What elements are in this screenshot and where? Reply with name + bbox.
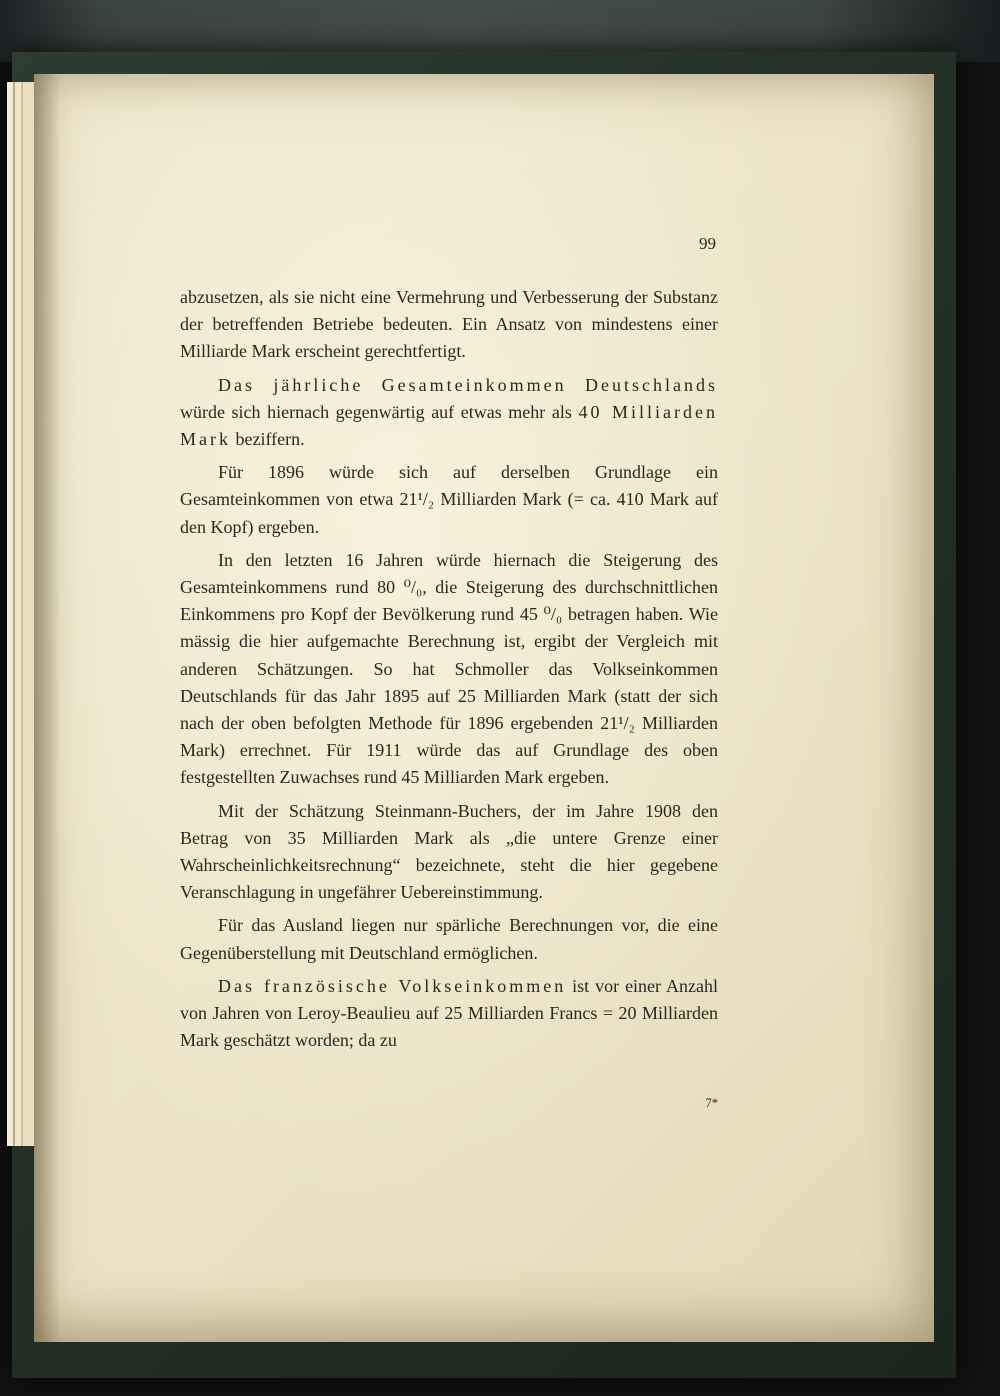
page-text-block	[180, 234, 718, 1060]
paragraph	[180, 372, 718, 454]
book-page	[34, 74, 934, 1342]
paragraph	[180, 459, 718, 541]
page-edge-stack	[4, 82, 34, 1146]
text-segment: In den letzten 16 Jahren würde hiernach die Steigerung des Gesamteinkommens rund 80 ⁰/₀, die Steigerung des durchschnittlichen Einkommens pro Kopf der Bevölkerung rund 45 ⁰/₀ betragen haben. Wie mässig die hier aufgemachte Berechnung ist, ergibt der Vergleich mit anderen Schätzungen. So hat Schmoller das Volkseinkommen Deutschlands für das Jahr 1895 auf 25 Milliarden Mark (statt der sich nach der oben befolgten Methode für 1896 ergebenden 21¹/₂ Milliarden Mark) errechnet. Für 1911 würde das auf Grundlage des oben festgestellten Zuwachses rund 45 Milliarden Mark ergeben.	[180, 549, 718, 788]
text-segment: Mit der Schätzung Steinmann-Buchers, der im Jahre 1908 den Betrag von 35 Milliarden Mark als „die untere Grenze einer Wahrscheinlichkeitsrechnung“ bezeichnete, steht die hier gegebene Veranschlagung in ungefährer Uebereinstimmung.	[180, 800, 718, 903]
signature-mark: 7*	[705, 1096, 718, 1110]
text-segment: Für 1896 würde sich auf derselben Grundlage ein Gesamteinkommen von etwa 21¹/₂ Milliarden Mark (= ca. 410 Mark auf den Kopf) ergeben.	[180, 462, 718, 537]
emphasized-text: Das jährliche Gesamteinkommen Deutschlands	[218, 374, 718, 395]
paragraph	[180, 912, 718, 966]
emphasized-text: 40 Milliarden Mark	[180, 401, 718, 450]
paragraph	[180, 973, 718, 1055]
emphasized-text: Das französische Volkseinkommen	[218, 975, 567, 996]
text-segment: beziffern.	[231, 429, 305, 450]
paragraph	[180, 798, 718, 907]
text-segment: Für das Ausland liegen nur spärliche Berechnungen vor, die eine Gegenüberstellung mit Deutschland ermöglichen.	[180, 915, 718, 963]
page-number: 99	[699, 234, 716, 253]
text-segment: abzusetzen, als sie nicht eine Vermehrung und Verbesserung der Substanz der betreffenden Betriebe bedeuten. Ein Ansatz von mindestens einer Milliarde Mark erscheint gerechtfertigt.	[180, 287, 718, 362]
text-segment: ist vor einer Anzahl von Jahren von Leroy-Beaulieu auf 25 Milliarden Francs = 20 Milliarden Mark geschätzt worden; da zu	[180, 975, 718, 1051]
paragraph	[180, 284, 718, 366]
text-segment: würde sich hiernach gegenwärtig auf etwas mehr als	[180, 401, 579, 422]
paragraph	[180, 547, 718, 792]
